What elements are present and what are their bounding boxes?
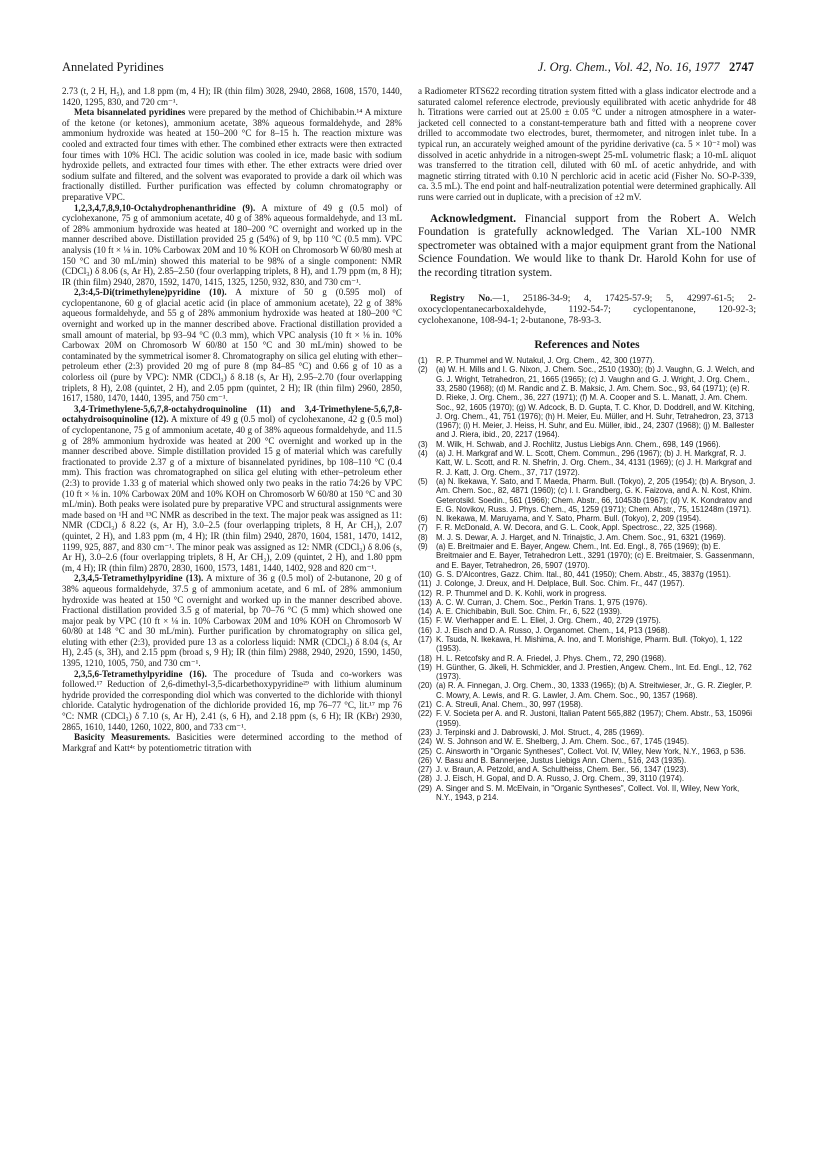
reference-number: (10): [418, 569, 433, 579]
reference-number: (27): [418, 765, 433, 775]
reference-text: H. Günther, G. Jikeli, H. Schmickler, and J. Prestien, Angew. Chem., Int. Ed. Engl., 12, 762 (1973).: [436, 662, 752, 682]
reference-text: W. S. Johnson and W. E. Shelberg, J. Am. Chem. Soc., 67, 1745 (1945).: [436, 737, 690, 747]
paragraph: [62, 203, 402, 288]
reference-text: C. Ainsworth in "Organic Syntheses", Collect. Vol. IV, Wiley, New York, N.Y., 1963, p 536.: [436, 746, 746, 756]
reference-number: (24): [418, 737, 433, 747]
reference-item: [418, 616, 756, 625]
reference-item: [418, 709, 756, 728]
reference-text: N. Ikekawa, M. Maruyama, and Y. Sato, Pharm. Bull. (Tokyo), 2, 209 (1954).: [436, 514, 702, 524]
paragraph-text: A mixture of 49 g (0.5 mol) of cyclohexanone, 75 g of ammonium acetate, 40 g of 38% aqueous formaldehyde, and 13 mL of 28% ammonium hydroxide was heated at 180–200 °C overnight and worked up in the manner described above. Distillation provided 25 g (54%) of 9, bp 110 °C (0.5 mm). VPC analysis (10 ft × ⅛ in. 10% Carbowax 20M and 10 % KOH on Chromosorb W 60/80 mesh at 150 °C and 30 mL/min) showed this material to be 98% of a single component: NMR (CDCl₃) δ 8.06 (s, Ar H), 2.85–2.50 (four overlapping triplets, 8 H), and 1.79 ppm (m, 8 H); IR (thin film) 2940, 2870, 1592, 1470, 1415, 1325, 1250, 932, 830, and 730 cm⁻¹.: [62, 202, 402, 287]
reference-item: [418, 774, 756, 783]
acknowledgment-text: Financial support from the Robert A. Welch Foundation is gratefully acknowledged. The Varian XL-100 NMR spectrometer was obtained with a major equipment grant from the National Science Foundation. We would like to thank Dr. Harold Kohn for use of the recording titration system.: [418, 212, 756, 279]
reference-number: (15): [418, 616, 433, 626]
reference-number: (28): [418, 774, 433, 784]
reference-text: J. J. Eisch and D. A. Russo, J. Organomet. Chem., 14, P13 (1968).: [436, 625, 670, 635]
paragraph-heading: 1,2,3,4,7,8,9,10-Octahydrophenanthridine (9).: [74, 202, 256, 213]
registry-label: Registry No.: [430, 292, 493, 304]
paragraph-heading: Basicity Measurements.: [74, 732, 171, 743]
paragraph-text: The procedure of Tsuda and co-workers was followed.¹⁷ Reduction of 2,6-dimethyl-3,5-dicarbethoxypyridine²⁹ with lithium aluminum hydride provided the corresponding diol which was converted to the dichloride with thionyl chloride. Catalytic hydrogenation of the dichloride provided 16, mp 76–77 °C, lit.¹⁷ mp 76 °C: NMR (CDCl₃) δ 7.10 (s, Ar H), 2.41 (s, 6 H), and 2.18 ppm (s, 6 H); IR (KBr) 2930, 2865, 1610, 1440, 1260, 1022, 800, and 733 cm⁻¹.: [62, 668, 402, 732]
reference-item: [418, 523, 756, 532]
reference-text: J. Terpinski and J. Dabrowski, J. Mol. Struct., 4, 285 (1969).: [436, 727, 645, 737]
registry-numbers: [418, 293, 756, 326]
reference-item: [418, 784, 756, 803]
paragraph: [62, 107, 402, 202]
reference-item: [418, 681, 756, 700]
reference-item: [418, 570, 756, 579]
reference-number: (17): [418, 635, 433, 644]
reference-text: A. C. W. Curran, J. Chem. Soc., Perkin Trans. 1, 975 (1976).: [436, 597, 648, 607]
reference-number: (8): [418, 532, 428, 542]
paragraph: [62, 86, 402, 107]
reference-number: (25): [418, 746, 433, 756]
paragraph-text: 2.73 (t, 2 H, H₅), and 1.8 ppm (m, 4 H); IR (thin film) 3028, 2940, 2868, 1608, 1570, 1440, 1420, 1295, 830, and 720 cm⁻¹.: [62, 86, 402, 107]
reference-number: (14): [418, 607, 433, 617]
reference-number: (6): [418, 514, 428, 524]
reference-number: (22): [418, 709, 433, 719]
reference-number: (29): [418, 783, 433, 793]
reference-text: A. Singer and S. M. McElvain, in "Organic Syntheses", Collect. Vol. II, Wiley, New York, N.Y., 1943, p 214.: [436, 783, 740, 803]
methods-continuation: a Radiometer RTS622 recording titration system fitted with a glass indicator electrode and a saturated calomel reference electrode, previously equilibrated with acetic anhydride for 48 h. Titrations were carried out at 25.00 ± 0.05 °C under a nitrogen atmosphere in a water-jacketed cell connected to a constant-temperature bath and fitted with a neoprene cover drilled to accommodate two electrodes, buret, thermometer, and nitrogen inlet tube. In a typical run, an accurately weighed amount of the pyridine derivative (ca. 5 × 10⁻² mol) was dissolved in acetic anhydride in a nitrogen-swept 25-mL volumetric flask; a 10-mL aliquot was transferred to the titration cell, diluted with 60 mL of acetic anhydride, and with magnetic stirring titrated with 0.10 N perchloric acid in acetic acid (Fisher No. SO-P-339, ca. 3.5 mL). The end point and half-neutralization potential were determined graphically. All runs were carried out in duplicate, with a precision of ±2 mV.: [418, 86, 756, 202]
reference-number: (13): [418, 597, 433, 607]
reference-text: R. P. Thummel and D. K. Kohli, work in progress.: [436, 588, 607, 598]
reference-text: H. L. Retcofsky and R. A. Friedel, J. Phys. Chem., 72, 290 (1968).: [436, 653, 667, 663]
reference-item: [418, 589, 756, 598]
reference-number: (3): [418, 439, 428, 449]
references-heading: References and Notes: [534, 338, 640, 351]
acknowledgment: [418, 213, 756, 281]
running-header-title: Annelated Pyridines: [62, 60, 164, 74]
reference-text: (a) N. Ikekawa, Y. Sato, and T. Maeda, Pharm. Bull. (Tokyo), 2, 205 (1954); (b) A. Bryson, J. Am. Chem. Soc., 82, 4871 (1960); (c) I. I. Grandberg, G. K. Faizova, and A. N. Kost, Khim. Geterotsikl. Soedin., 561 (1966); Chem. Abstr., 66, 10453b (1967); (d) V. K. Kondratov and E. G. Novikov, Russ. J. Phys. Chem., 45, 1259 (1971); Chem. Abstr., 75, 151248m (1971).: [436, 476, 756, 514]
running-header-journal: [538, 60, 754, 75]
reference-text: F. R. McDonald, A. W. Decora, and G. L. Cook, Appl. Spectrosc., 22, 325 (1968).: [436, 523, 718, 533]
reference-item: [418, 356, 756, 365]
reference-text: J. v. Braun, A. Petzold, and A. Schultheiss, Chem. Ber., 56, 1347 (1923).: [436, 765, 689, 775]
paragraph: [62, 573, 402, 668]
reference-text: M. J. S. Dewar, A. J. Harget, and N. Trinajstic, J. Am. Chem. Soc., 91, 6321 (1969).: [436, 532, 726, 542]
paragraph-text: A mixture of 49 g (0.5 mol) of cyclohexanone, 42 g (0.5 mol) of cyclopentanone, 75 g of ammonium acetate, 40 g of 38% aqueous formaldehyde, and 11.5 g of 28% ammonium hydroxide was heated at 200 °C overnight and worked up in the manner described above. Simple distillation provided 15 g of material which was carefully fractionated to provide 2.37 g of a mixture of bisannelated pyridines, bp 108–110 °C (0.4 mm). This fraction was chromatographed on silica gel eluting with ether–petroleum ether (2:3) to provide 1.33 g of material which showed only two peaks in the ratio 74:26 by VPC (10 ft × ⅛ in. 10% Carbowax 20M and 10% KOH on Chromosorb W 60/80 at 150 °C and 30 mL/min). Both peaks were isolated pure by preparative VPC and structural assignments were made based on ¹H and ¹³C NMR as described in the text. The major peak was assigned as 11: NMR (CDCl₃) δ 8.22 (s, Ar H), 3.0–2.5 (four overlapping triplets, 8 H, Ar CH₂), 2.07 (quintet, 2 H), and 1.83 ppm (m, 4 H); IR (thin film) 2940, 2870, 1604, 1581, 1470, 1412, 1199, 925, 887, and 830 cm⁻¹. The minor peak was assigned as 12: NMR (CDCl₃) δ 8.06 (s, Ar H), 3.0–2.6 (four overlapping triplets, 8 H, Ar CH₂), 2.09 (quintet, 2 H), and 1.80 ppm (m, 4 H); IR (thin film) 2870, 2830, 1600, 1573, 1481, 1440, 1402, 928 and 820 cm⁻¹.: [62, 414, 402, 573]
reference-item: [418, 747, 756, 756]
reference-text: (a) E. Breitmaier and E. Bayer, Angew. Chem., Int. Ed. Engl., 8, 765 (1969); (b) E. Breitmaier and E. Bayer, Tetrahedron Lett., 3291 (1970); (c) E. Breitmaier, S. Gassenmann, and E. Bayer, Tetrahedron, 26, 5907 (1970).: [436, 542, 755, 570]
reference-item: [418, 756, 756, 765]
reference-item: [418, 663, 756, 682]
reference-number: (26): [418, 755, 433, 765]
paragraph: [62, 404, 402, 574]
reference-text: M. Wilk, H. Schwab, and J. Rochlitz, Justus Liebigs Ann. Chem., 698, 149 (1966).: [436, 439, 721, 449]
reference-number: (18): [418, 653, 433, 663]
reference-text: K. Tsuda, N. Ikekawa, H. Mishima, A. Ino, and T. Morishige, Pharm. Bull. (Tokyo), 1, 122 (1953).: [436, 635, 743, 654]
reference-item: [418, 365, 756, 439]
journal-citation: J. Org. Chem., Vol. 42, No. 16, 1977: [537, 60, 720, 74]
reference-item: [418, 542, 756, 570]
reference-item: [418, 765, 756, 774]
paragraph-text: Basicities were determined according to the method of Markgraf and Katt⁴ᶜ by potentiometric titration with: [62, 732, 402, 753]
registry-text: —1, 25186-34-9; 4, 17425-57-9; 5, 42997-61-5; 2-oxocyclopentanecarboxaldehyde, 1192-54-7; cyclopentanone, 120-92-3; cyclohexanone, 108-94-1; 2-butanone, 78-93-3.: [418, 292, 757, 326]
references-list: [418, 356, 756, 802]
paragraph-heading: 2,3,5,6-Tetramethylpyridine (16).: [74, 668, 207, 679]
right-column: [418, 86, 756, 802]
paragraph: [62, 669, 402, 733]
reference-item: [418, 477, 756, 514]
reference-number: (19): [418, 662, 433, 672]
left-column: [62, 86, 402, 753]
reference-text: J. Colonge, J. Dreux, and H. Delplace, Bull. Soc. Chim. Fr., 447 (1957).: [436, 579, 685, 589]
reference-item: [418, 607, 756, 616]
reference-item: [418, 700, 756, 709]
reference-text: (a) R. A. Finnegan, J. Org. Chem., 30, 1333 (1965); (b) A. Streitwieser, Jr., G. R. Ziegler, P. C. Mowry, A. Lewis, and R. G. Lawler, J. Am. Chem. Soc., 90, 1357 (1968).: [436, 681, 753, 700]
reference-text: F. V. Societa per A. and R. Justoni, Italian Patent 565,882 (1957); Chem. Abstr., 53, 15096i (1959).: [436, 709, 752, 728]
reference-item: [418, 626, 756, 635]
reference-number: (7): [418, 523, 428, 533]
reference-item: [418, 598, 756, 607]
reference-item: [418, 514, 756, 523]
reference-number: (16): [418, 625, 433, 635]
reference-number: (4): [418, 449, 428, 459]
paragraph-heading: Meta bisannelated pyridines: [74, 107, 186, 118]
reference-item: [418, 449, 756, 477]
reference-item: [418, 533, 756, 542]
reference-item: [418, 737, 756, 746]
reference-text: A. E. Chichibabin, Bull. Soc. Chim. Fr., 6, 522 (1939).: [436, 607, 622, 617]
acknowledgment-label: Acknowledgment.: [430, 212, 517, 225]
reference-item: [418, 728, 756, 737]
reference-text: V. Basu and B. Bannerjee, Justus Liebigs Ann. Chem., 516, 243 (1935).: [436, 755, 687, 765]
paragraph: [62, 287, 402, 404]
reference-item: [418, 635, 756, 654]
paragraph: [62, 732, 402, 753]
reference-text: (a) W. H. Mills and I. G. Nixon, J. Chem. Soc., 2510 (1930); (b) J. Vaughn, G. J. Welch, and G. J. Wright, Tetrahedron, 21, 1665 (1965); (c) J. Vaughn and G. J. Wright, J. Org. Chem., 33, 2580 (1968); (d) M. Randic and Z. B. Maksic, J. Am. Chem. Soc., 93, 64 (1971); (e) R. D. Rieke, J. Org. Chem., 36, 227 (1971); (f) M. A. Cooper and S. L. Manatt, J. Am. Chem. Soc., 92, 1605 (1970); (g) W. Adcock, B. D. Gupta, T. C. Khor, D. Doddrell, and W. Kitching, J. Org. Chem., 41, 751 (1976); (h) H. Meier, Eu. Müller, and H. Suhr, Tetrahedron, 23, 3713 (1967); (i) H. Meier, J. Heiss, H. Suhr, and Eu. Müller, ibid., 24, 2307 (1968); (j) M. Ballester and J. Riera, ibid., 20, 2217 (1964).: [436, 365, 755, 440]
reference-text: (a) J. H. Markgraf and W. L. Scott, Chem. Commun., 296 (1967); (b) J. H. Markgraf, R. J. Katt, W. L. Scott, and R. N. Shefrin, J. Org. Chem., 34, 4131 (1969); (c) J. H. Markgraf and R. J. Katt, J. Org. Chem., 37, 717 (1972).: [436, 449, 752, 477]
reference-text: J. J. Eisch, H. Gopal, and D. A. Russo, J. Org. Chem., 39, 3110 (1974).: [436, 774, 685, 784]
reference-text: F. W. Vierhapper and E. L. Eliel, J. Org. Chem., 40, 2729 (1975).: [436, 616, 661, 626]
reference-number: (11): [418, 579, 432, 589]
reference-text: R. P. Thummel and W. Nutakul, J. Org. Chem., 42, 300 (1977).: [436, 356, 655, 366]
page-number: 2747: [729, 60, 754, 74]
paragraph-heading: 3,4-Trimethylene-5,6,7,8-octahydroquinoline (11) and 3,4-Trimethylene-5,6,7,8-octahydroisoquinoline (12).: [62, 403, 402, 425]
reference-number: (23): [418, 727, 433, 737]
reference-number: (21): [418, 700, 433, 710]
reference-item: [418, 579, 756, 588]
reference-number: (12): [418, 588, 433, 598]
reference-item: [418, 440, 756, 449]
reference-number: (9): [418, 542, 428, 552]
reference-number: (2): [418, 365, 428, 375]
reference-text: C. A. Streuli, Anal. Chem., 30, 997 (1958).: [436, 700, 583, 710]
reference-number: (20): [418, 681, 433, 691]
paragraph-text: were prepared by the method of Chichibabin.¹⁴ A mixture of the ketone (or ketones), ammonium acetate, 38% aqueous formaldehyde, and 28% ammonium hydroxide was heated at 150–200 °C for 8–15 h. The reaction mixture was cooled and extracted four times with ether. The combined ether extracts were then extracted four times with 10% HCl. The acidic solution was cooled in ice, made basic with sodium hydroxide pellets, and extracted four times with ether. The ether extracts were dried over sodium sulfate and filtered, and the solvent was evaporated to provide a dark oil which was fractionally distilled. Further purification was effected by column chromatography or preparative VPC.: [62, 107, 402, 202]
paragraph-heading: 2,3,4,5-Tetramethylpyridine (13).: [74, 573, 204, 584]
paragraph-heading: 2,3:4,5-Di(trimethylene)pyridine (10).: [74, 287, 227, 298]
reference-number: (5): [418, 476, 428, 486]
reference-item: [418, 654, 756, 663]
paragraph-text: A mixture of 50 g (0.595 mol) of cyclopentanone, 60 g of glacial acetic acid (in place of ammonium acetate), 22 g of 38% aqueous formaldehyde, and 55 g of 28% ammonium hydroxide was heated at 180–200 °C overnight and worked up in the manner described above. Fractional distillation provided a small amount of material, bp 93–94 °C (0.3 mm), which VPC analysis (10 ft × ⅛ in. 10% Carbowax 20M on Chromosorb W 60/80 at 150 °C and 30 mL/min) showed to be contaminated by the symmetrical isomer 8. Chromatography on silica gel eluting with ether–petroleum ether (2:3) provided 20 mg of pure 8 (mp 84–85 °C) and 0.66 g of 10 as a colorless oil (pure by VPC): NMR (CDCl₃) δ 8.18 (s, Ar H), 2.95–2.70 (four overlapping triplets, 8 H), 2.08 (quintet, 2 H), and 2.05 ppm (quintet, 2 H); IR (thin film) 2960, 2850, 1617, 1580, 1470, 1440, 1395, and 750 cm⁻¹.: [62, 287, 402, 404]
paragraph-text: A mixture of 36 g (0.5 mol) of 2-butanone, 20 g of 38% aqueous formaldehyde, 37.5 g of ammonium acetate, and 6 mL of 28% ammonium hydroxide was heated at 150 °C overnight and worked up in the manner described above. Fractional distillation provided 3.5 g of material, bp 70–76 °C (5 mm) which showed one major peak by VPC (10 ft × ⅛ in. 10% Carbowax 20M and 10% KOH on Chromosorb W 60/80 at 148 °C and 30 mL/min). Further purification by chromatography on silica gel, eluting with ether (2:3), provided pure 13 as a colorless liquid: NMR (CDCl₃) δ 8.04 (s, Ar H), 2.45 (s, 3H), and 2.15 ppm (broad s, 9 H); IR (thin film) 2988, 2940, 2920, 1590, 1450, 1395, 1210, 1005, 750, and 730 cm⁻¹.: [62, 573, 402, 669]
reference-number: (1): [418, 356, 428, 366]
reference-text: G. S. D'Alcontres, Gazz. Chim. Ital., 80, 441 (1950); Chem. Abstr., 45, 3837g (1951).: [436, 569, 731, 579]
